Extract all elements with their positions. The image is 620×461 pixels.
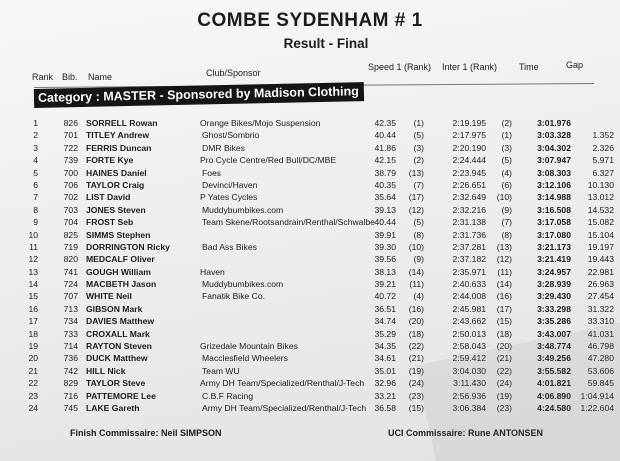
page-title: COMBE SYDENHAM # 1 xyxy=(197,10,423,31)
results-table xyxy=(0,117,620,414)
cell-speed-rank: (13) xyxy=(408,167,424,178)
cell-inter: 2:35.971 xyxy=(452,266,486,277)
table-row xyxy=(0,241,620,253)
table-row xyxy=(0,390,620,402)
cell-speed-rank: (12) xyxy=(408,204,424,215)
cell-gap: 14.532 xyxy=(587,204,614,215)
table-row xyxy=(0,290,620,302)
cell-club: Muddybumbikes.com xyxy=(202,204,284,215)
cell-speed-rank: (7) xyxy=(413,179,424,190)
cell-speed: 39.56 xyxy=(374,254,396,265)
cell-inter: 2:58.043 xyxy=(452,341,486,352)
cell-speed: 33.21 xyxy=(374,390,396,401)
cell-name: HILL Nick xyxy=(86,365,126,376)
cell-inter-rank: (22) xyxy=(496,365,512,376)
cell-rank: 18 xyxy=(28,328,38,339)
cell-rank: 5 xyxy=(33,167,38,178)
uci-commissaire: UCI Commissaire: Rune ANTONSEN xyxy=(388,428,544,438)
cell-time: 3:03.328 xyxy=(537,130,571,141)
cell-gap: 1:22.604 xyxy=(580,402,614,413)
table-row xyxy=(0,377,620,389)
cell-inter-rank: (19) xyxy=(496,390,512,401)
cell-time: 3:21.419 xyxy=(537,254,571,265)
cell-bib: 724 xyxy=(63,279,78,290)
cell-rank: 21 xyxy=(28,365,38,376)
table-row xyxy=(0,266,620,278)
table-row xyxy=(0,154,620,166)
cell-name: JONES Steven xyxy=(86,204,146,215)
cell-rank: 8 xyxy=(33,204,38,215)
cell-speed-rank: (15) xyxy=(408,402,424,413)
table-row xyxy=(0,328,620,340)
table-row xyxy=(0,216,620,228)
cell-rank: 14 xyxy=(28,279,38,290)
cell-club: DMR Bikes xyxy=(202,142,245,153)
cell-rank: 1 xyxy=(33,118,38,128)
header-rank: Rank xyxy=(32,72,54,82)
cell-speed: 42.35 xyxy=(374,118,396,128)
header-bib: Bib. xyxy=(62,72,78,82)
cell-inter: 2:59.412 xyxy=(452,353,486,364)
header-name: Name xyxy=(88,72,113,82)
cell-inter-rank: (7) xyxy=(501,217,512,228)
cell-speed-rank: (19) xyxy=(408,365,424,376)
cell-rank: 3 xyxy=(33,142,38,153)
cell-bib: 719 xyxy=(63,241,78,252)
cell-inter-rank: (21) xyxy=(496,353,512,364)
cell-inter-rank: (4) xyxy=(501,167,512,178)
table-row xyxy=(0,191,620,203)
cell-name: TAYLOR Craig xyxy=(86,179,145,190)
cell-time: 3:29.430 xyxy=(537,291,571,302)
cell-name: TITLEY Andrew xyxy=(86,130,150,141)
cell-gap: 13.012 xyxy=(587,192,614,203)
cell-speed: 36.51 xyxy=(374,303,396,314)
cell-name: PATTEMORE Lee xyxy=(86,390,156,401)
cell-time: 3:21.173 xyxy=(537,241,571,252)
cell-club: Devinci/Haven xyxy=(202,179,258,190)
cell-bib: 829 xyxy=(63,378,78,389)
cell-rank: 17 xyxy=(28,316,38,327)
cell-time: 3:49.256 xyxy=(537,353,571,364)
cell-gap: 6.327 xyxy=(592,167,614,178)
cell-gap: 46.798 xyxy=(587,341,614,352)
cell-inter-rank: (11) xyxy=(497,266,512,277)
cell-time: 3:24.957 xyxy=(537,266,571,277)
cell-inter: 2:44.008 xyxy=(452,291,486,302)
cell-rank: 11 xyxy=(29,241,38,252)
cell-inter: 3:11.430 xyxy=(453,378,486,389)
cell-speed: 34.61 xyxy=(374,353,396,364)
cell-name: FROST Seb xyxy=(86,217,134,228)
cell-speed-rank: (1) xyxy=(413,118,424,128)
cell-name: GOUGH William xyxy=(86,266,151,277)
cell-inter-rank: (20) xyxy=(496,341,512,352)
cell-time: 4:24.580 xyxy=(537,402,571,413)
cell-rank: 22 xyxy=(28,378,38,389)
cell-inter-rank: (6) xyxy=(501,179,512,190)
cell-inter-rank: (24) xyxy=(496,378,512,389)
cell-name: MACBETH Jason xyxy=(86,279,157,290)
cell-bib: 700 xyxy=(63,167,78,178)
cell-gap: 10.130 xyxy=(587,179,614,190)
cell-inter-rank: (12) xyxy=(496,254,512,265)
cell-name: SIMMS Stephen xyxy=(86,229,151,240)
cell-name: LIST David xyxy=(86,192,131,203)
cell-speed: 35.29 xyxy=(374,328,396,339)
table-row xyxy=(0,340,620,352)
cell-club: Fanatik Bike Co. xyxy=(202,291,266,302)
cell-rank: 4 xyxy=(33,155,38,166)
cell-inter-rank: (15) xyxy=(496,316,512,327)
cell-time: 3:08.303 xyxy=(537,167,571,178)
cell-time: 3:28.939 xyxy=(537,279,571,290)
cell-speed: 40.44 xyxy=(374,130,396,141)
cell-gap: 1:04.914 xyxy=(580,390,614,401)
table-row xyxy=(0,142,620,154)
cell-rank: 7 xyxy=(33,192,38,203)
cell-bib: 745 xyxy=(63,402,78,413)
cell-inter: 2:31.736 xyxy=(452,229,486,240)
cell-bib: 706 xyxy=(63,179,78,190)
cell-bib: 701 xyxy=(63,130,78,141)
cell-bib: 826 xyxy=(63,118,78,128)
cell-bib: 734 xyxy=(63,316,78,327)
cell-gap: 15.104 xyxy=(587,229,614,240)
cell-club: C.B.F Racing xyxy=(202,390,254,401)
cell-speed: 35.64 xyxy=(374,192,396,203)
cell-club: Orange Bikes/Mojo Suspension xyxy=(200,118,321,128)
cell-speed-rank: (14) xyxy=(408,266,424,277)
cell-speed: 35.01 xyxy=(374,365,396,376)
cell-time: 3:12.106 xyxy=(537,179,571,190)
cell-speed-rank: (17) xyxy=(408,192,424,203)
cell-time: 3:04.302 xyxy=(537,142,571,153)
cell-speed: 34.35 xyxy=(374,341,396,352)
table-row xyxy=(0,204,620,216)
cell-club: Haven xyxy=(200,266,225,277)
cell-speed: 38.79 xyxy=(374,167,396,178)
cell-bib: 703 xyxy=(63,204,78,215)
cell-inter: 2:43.662 xyxy=(452,316,486,327)
cell-time: 3:48.774 xyxy=(537,341,571,352)
cell-speed: 42.15 xyxy=(374,155,396,166)
cell-gap: 27.454 xyxy=(587,291,614,302)
cell-speed: 39.21 xyxy=(374,279,396,290)
table-row xyxy=(0,167,620,179)
cell-inter: 2:31.138 xyxy=(452,217,486,228)
cell-name: LAKE Gareth xyxy=(86,402,140,413)
category-banner: Category : MASTER - Sponsored by Madison Clothing xyxy=(34,82,364,108)
cell-inter-rank: (8) xyxy=(501,229,512,240)
cell-name: WHITE Neil xyxy=(86,291,132,302)
cell-bib: 707 xyxy=(63,291,78,302)
cell-rank: 16 xyxy=(28,303,38,314)
cell-gap: 31.322 xyxy=(587,303,614,314)
cell-speed: 40.35 xyxy=(374,179,396,190)
cell-inter-rank: (18) xyxy=(496,328,512,339)
cell-club: Foes xyxy=(202,167,222,178)
cell-rank: 23 xyxy=(28,390,38,401)
cell-name: FERRIS Duncan xyxy=(86,142,152,153)
cell-bib: 741 xyxy=(63,266,78,277)
cell-time: 4:01.821 xyxy=(537,378,571,389)
cell-rank: 6 xyxy=(33,179,38,190)
header-inter: Inter 1 (Rank) xyxy=(442,62,498,72)
table-row xyxy=(0,117,620,129)
table-row xyxy=(0,315,620,327)
cell-speed-rank: (21) xyxy=(408,353,424,364)
cell-bib: 713 xyxy=(63,303,78,314)
cell-name: MEDCALF Oliver xyxy=(86,254,155,265)
cell-bib: 704 xyxy=(63,217,78,228)
cell-inter-rank: (23) xyxy=(496,402,512,413)
cell-speed: 39.13 xyxy=(374,204,396,215)
cell-speed-rank: (20) xyxy=(408,316,424,327)
cell-inter: 2:19.195 xyxy=(452,118,486,128)
cell-gap: 26.963 xyxy=(587,279,614,290)
cell-speed-rank: (9) xyxy=(413,254,424,265)
cell-speed-rank: (22) xyxy=(408,341,424,352)
cell-speed-rank: (5) xyxy=(413,217,424,228)
cell-time: 3:16.508 xyxy=(537,204,571,215)
cell-speed-rank: (5) xyxy=(413,130,424,141)
cell-inter: 2:37.281 xyxy=(452,241,486,252)
cell-time: 3:43.007 xyxy=(537,328,571,339)
cell-rank: 9 xyxy=(33,217,38,228)
cell-rank: 19 xyxy=(28,341,38,352)
cell-bib: 722 xyxy=(63,142,78,153)
cell-time: 3:14.988 xyxy=(537,192,571,203)
table-row xyxy=(0,402,620,414)
cell-bib: 716 xyxy=(63,390,78,401)
cell-inter-rank: (9) xyxy=(501,204,512,215)
cell-name: DORRINGTON Ricky xyxy=(86,241,170,252)
cell-inter: 2:37.182 xyxy=(452,254,486,265)
header-speed: Speed 1 (Rank) xyxy=(368,62,432,72)
cell-speed-rank: (4) xyxy=(413,291,424,302)
cell-inter-rank: (14) xyxy=(496,279,512,290)
cell-speed-rank: (11) xyxy=(409,279,424,290)
cell-club: Grizedale Mountain Bikes xyxy=(200,341,298,352)
cell-speed-rank: (24) xyxy=(408,378,424,389)
header-time: Time xyxy=(519,62,539,72)
cell-rank: 24 xyxy=(28,402,38,413)
cell-inter: 2:56.936 xyxy=(452,390,486,401)
page-subtitle: Result - Final xyxy=(283,36,369,51)
cell-time: 3:17.058 xyxy=(537,217,571,228)
cell-inter: 3:06.384 xyxy=(452,402,486,413)
cell-bib: 820 xyxy=(63,254,78,265)
cell-inter-rank: (17) xyxy=(496,303,512,314)
cell-name: FORTE Kye xyxy=(86,155,134,166)
cell-bib: 714 xyxy=(63,341,78,352)
cell-time: 3:35.286 xyxy=(537,316,571,327)
table-row xyxy=(0,303,620,315)
table-row xyxy=(0,253,620,265)
cell-speed-rank: (23) xyxy=(408,390,424,401)
cell-inter-rank: (1) xyxy=(501,130,512,141)
cell-time: 3:01.976 xyxy=(537,118,571,128)
cell-speed-rank: (3) xyxy=(413,142,424,153)
cell-club: Pro Cycle Centre/Red Bull/DC/MBE xyxy=(200,155,337,166)
cell-club: Bad Ass Bikes xyxy=(202,241,257,252)
cell-inter: 2:32.216 xyxy=(452,204,486,215)
table-row xyxy=(0,179,620,191)
finish-commissaire: Finish Commissaire: Neil SIMPSON xyxy=(70,428,222,438)
cell-gap: 53.606 xyxy=(587,365,614,376)
cell-club: Team Skene/Rootsandrain/Renthal/Schwalbe xyxy=(202,217,375,228)
cell-gap: 33.310 xyxy=(587,316,614,327)
cell-speed-rank: (18) xyxy=(408,328,424,339)
cell-speed-rank: (8) xyxy=(413,229,424,240)
cell-gap: 59.845 xyxy=(587,378,614,389)
cell-name: CROXALL Mark xyxy=(86,328,150,339)
cell-rank: 2 xyxy=(33,130,38,141)
cell-rank: 13 xyxy=(28,266,38,277)
cell-name: DUCK Matthew xyxy=(86,353,148,364)
cell-inter-rank: (5) xyxy=(501,155,512,166)
cell-inter-rank: (13) xyxy=(496,241,512,252)
cell-rank: 15 xyxy=(28,291,38,302)
cell-gap: 41.031 xyxy=(587,328,614,339)
cell-bib: 742 xyxy=(63,365,78,376)
cell-name: GIBSON Mark xyxy=(86,303,143,314)
cell-name: DAVIES Matthew xyxy=(86,316,155,327)
cell-bib: 702 xyxy=(63,192,78,203)
cell-speed: 40.44 xyxy=(374,217,396,228)
table-row xyxy=(0,365,620,377)
cell-club: Team WU xyxy=(202,365,240,376)
cell-name: TAYLOR Steve xyxy=(86,378,146,389)
cell-gap: 22.981 xyxy=(587,266,614,277)
cell-rank: 10 xyxy=(28,229,38,240)
cell-speed: 39.91 xyxy=(374,229,396,240)
cell-inter: 2:45.981 xyxy=(452,303,486,314)
cell-inter-rank: (2) xyxy=(501,118,512,128)
cell-speed-rank: (16) xyxy=(408,303,424,314)
cell-inter: 2:40.633 xyxy=(452,279,486,290)
cell-gap: 19.443 xyxy=(587,254,614,265)
table-row xyxy=(0,278,620,290)
cell-time: 3:55.582 xyxy=(537,365,571,376)
cell-gap: 19.197 xyxy=(587,241,614,252)
cell-gap: 1.352 xyxy=(592,130,614,141)
cell-inter: 2:20.190 xyxy=(452,142,486,153)
cell-rank: 12 xyxy=(28,254,38,265)
cell-inter: 2:23.945 xyxy=(452,167,486,178)
cell-inter: 2:26.651 xyxy=(452,179,486,190)
table-row xyxy=(0,352,620,364)
cell-bib: 733 xyxy=(63,328,78,339)
cell-inter: 2:17.975 xyxy=(452,130,486,141)
cell-time: 3:17.080 xyxy=(537,229,571,240)
cell-club: Army DH Team/Specialized/Renthal/J-Tech xyxy=(202,402,367,413)
cell-inter: 3:04.030 xyxy=(452,365,486,376)
header-club: Club/Sponsor xyxy=(206,68,261,78)
cell-club: P Yates Cycles xyxy=(200,192,258,203)
cell-time: 3:07.947 xyxy=(537,155,571,166)
cell-club: Army DH Team/Specialized/Renthal/J-Tech xyxy=(200,378,365,389)
table-row xyxy=(0,229,620,241)
cell-speed: 40.72 xyxy=(374,291,396,302)
header-gap: Gap xyxy=(566,60,584,70)
cell-gap: 47.280 xyxy=(587,353,614,364)
cell-gap: 15.082 xyxy=(587,217,614,228)
cell-time: 3:33.298 xyxy=(537,303,571,314)
cell-speed: 39.30 xyxy=(374,241,396,252)
cell-club: Muddybumbikes.com xyxy=(202,279,284,290)
cell-rank: 20 xyxy=(28,353,38,364)
cell-club: Ghost/Sombrio xyxy=(202,130,260,141)
cell-inter-rank: (16) xyxy=(496,291,512,302)
cell-speed: 38.13 xyxy=(374,266,396,277)
cell-name: SORRELL Rowan xyxy=(86,118,158,128)
cell-speed: 41.86 xyxy=(374,142,396,153)
cell-gap: 5.971 xyxy=(592,155,614,166)
cell-name: RAYTON Steven xyxy=(86,341,152,352)
table-row xyxy=(0,129,620,141)
cell-inter: 2:24.444 xyxy=(452,155,486,166)
cell-time: 4:06.890 xyxy=(537,390,571,401)
cell-inter-rank: (3) xyxy=(501,142,512,153)
cell-gap: 2.326 xyxy=(592,142,614,153)
cell-speed-rank: (10) xyxy=(408,241,424,252)
cell-club: Macclesfield Wheelers xyxy=(202,353,288,364)
cell-name: HAINES Daniel xyxy=(86,167,147,178)
cell-bib: 739 xyxy=(63,155,78,166)
cell-inter: 2:32.649 xyxy=(452,192,486,203)
cell-speed: 32.96 xyxy=(374,378,396,389)
cell-inter: 2:50.013 xyxy=(452,328,486,339)
cell-bib: 825 xyxy=(63,229,78,240)
cell-inter-rank: (10) xyxy=(496,192,512,203)
cell-speed: 36.58 xyxy=(374,402,396,413)
cell-speed-rank: (2) xyxy=(413,155,424,166)
cell-bib: 736 xyxy=(63,353,78,364)
cell-speed: 34.74 xyxy=(374,316,396,327)
